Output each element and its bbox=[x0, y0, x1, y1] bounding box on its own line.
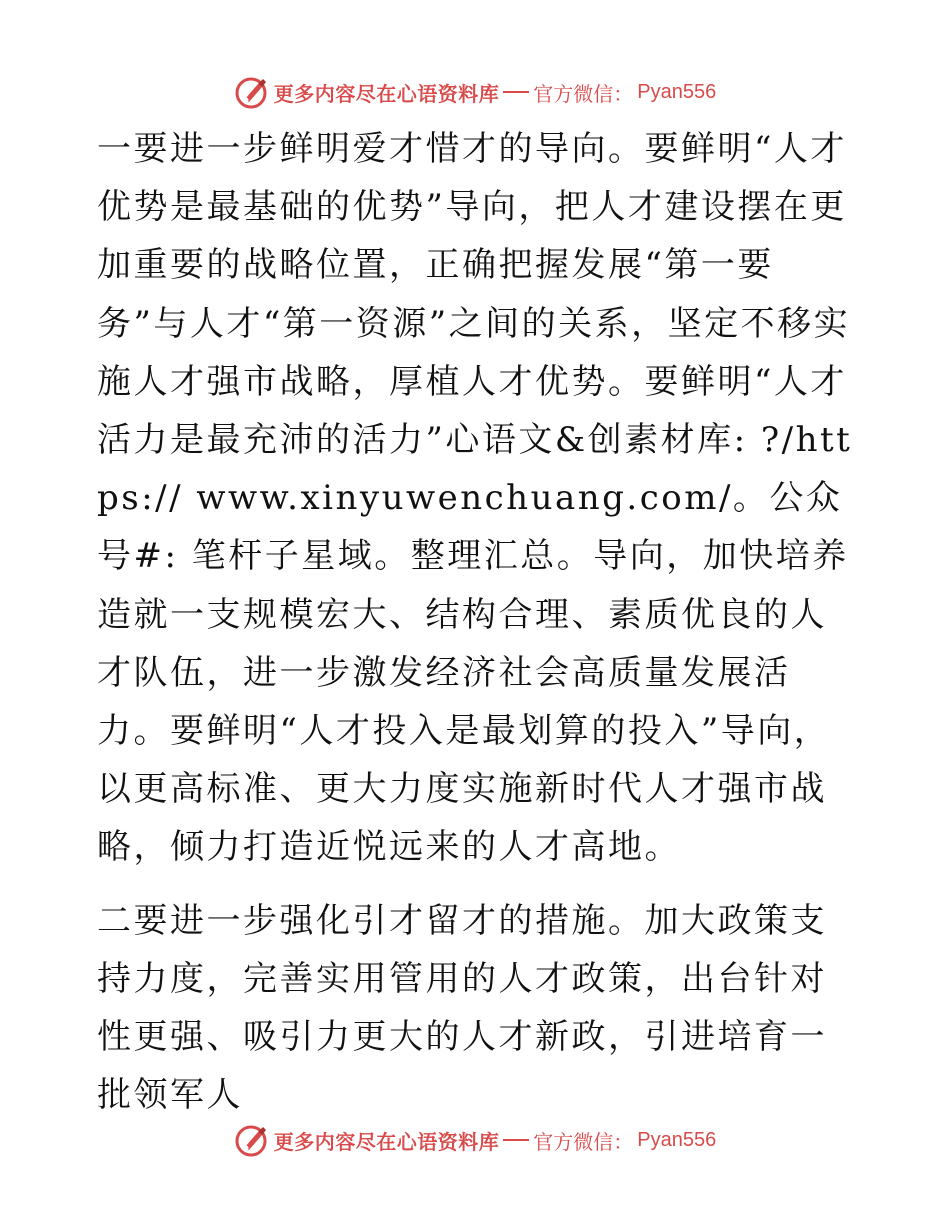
footer-wechat-id: Pyan556 bbox=[637, 1128, 717, 1151]
logo-icon bbox=[234, 75, 270, 109]
logo-icon bbox=[234, 1123, 270, 1157]
header-separator bbox=[503, 91, 529, 93]
footer-separator bbox=[503, 1139, 529, 1141]
header-official-label: 官方微信： bbox=[533, 81, 634, 106]
footer-official-label: 官方微信： bbox=[533, 1129, 634, 1154]
paragraph-1: 一要进一步鲜明爱才惜才的导向。要鲜明“人才优势是最基础的优势”导向，把人才建设摆在更加重要的战略位置，正确把握发展“第一要务”与人才“第一资源”之间的关系，坚定不移实施人才强市战略，厚植人才优势。要鲜明“人才活力是最充沛的活力”心语文&创素材库: ?/https:// www.xinyuwenchuang.com/。公众号#: 笔杆子星域。整理汇总。导向，加快培养造就一支规模宏大、结构合理、素质优良的人才队伍，进一步激发经济社会高质量发展活力。要鲜明“人才投入是最划算的投入”导向，以更高标准、更大力度实施新时代人才强市战略，倾力打造近悦远来的人才高地。 bbox=[97, 129, 853, 868]
header-watermark-banner bbox=[0, 72, 950, 112]
header-brand-text: 更多内容尽在心语资料库 bbox=[273, 81, 500, 106]
footer-watermark-banner bbox=[0, 1120, 950, 1160]
document-body bbox=[97, 120, 857, 1124]
paragraph-2: 二要进一步强化引才留才的措施。加大政策支持力度，完善实用管用的人才政策，出台针对性更强、吸引力更大的人才新政，引进培育一批领军人 bbox=[97, 900, 827, 1116]
footer-brand-text: 更多内容尽在心语资料库 bbox=[273, 1129, 500, 1154]
header-wechat-id: Pyan556 bbox=[637, 80, 717, 103]
